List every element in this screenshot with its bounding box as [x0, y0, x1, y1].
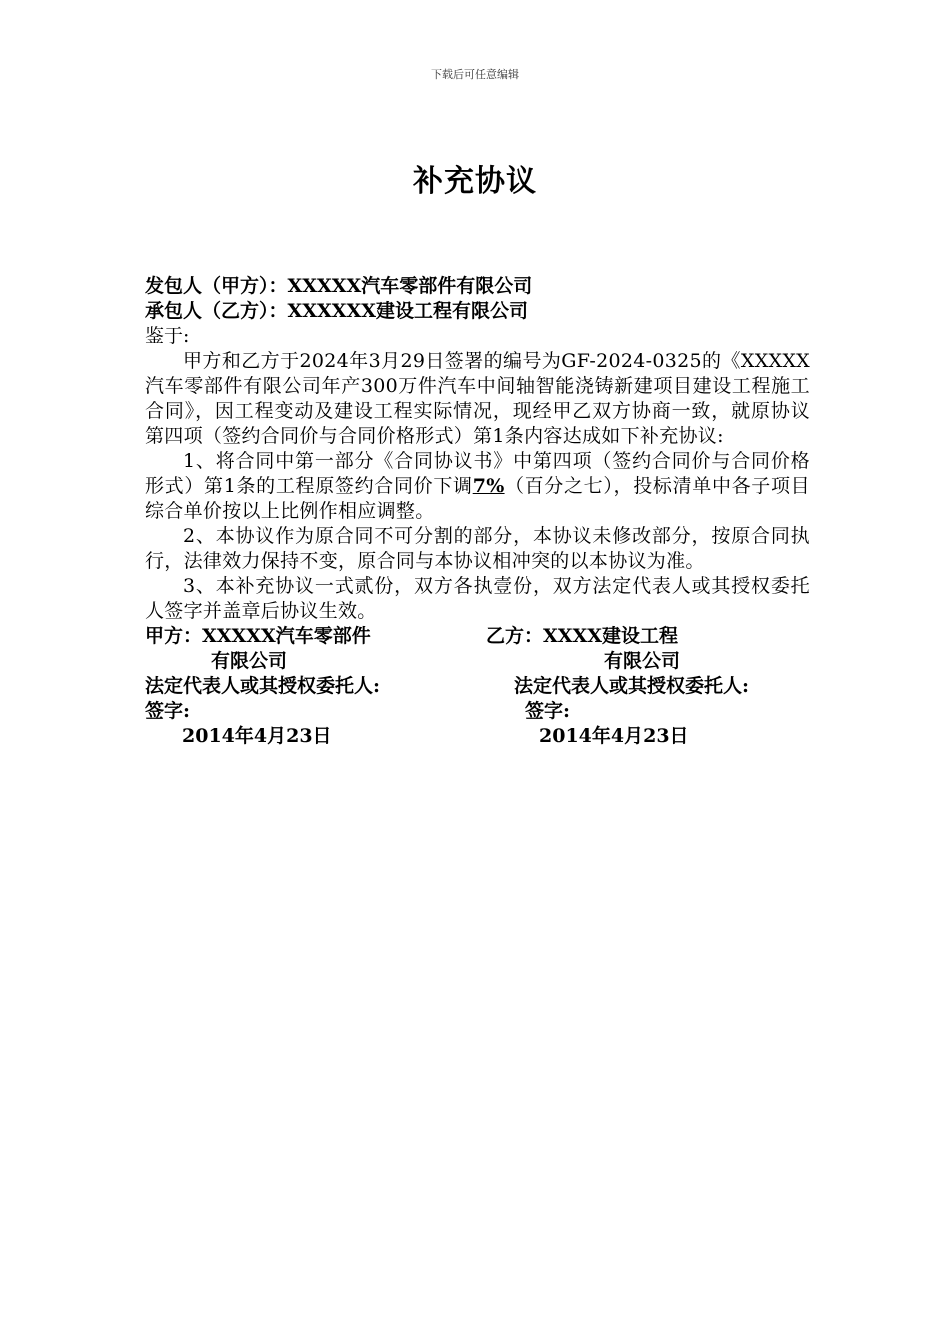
party-b-signature-name-line-2: 有限公司: [604, 650, 681, 672]
clause-3: 3、本补充协议一式贰份，双方各执壹份，双方法定代表人或其授权委托人签字并盖章后协议生效。: [145, 575, 810, 622]
document-title: 补充协议: [413, 164, 537, 199]
clause-1-percentage: 7%: [472, 475, 505, 497]
party-a-representative-label: 法定代表人或其授权委托人:: [145, 675, 381, 697]
clause-2: 2、本协议作为原合同不可分割的部分，本协议未修改部分，按原合同执行，法律效力保持不变，原合同与本协议相冲突的以本协议为准。: [145, 525, 810, 572]
clause-1-text-before: 1、将合同中第一部分《合同协议书》中第四项（签约合同价与合同价格形式）第1条的工程原签约合同价下调: [145, 450, 810, 497]
clause-1: [145, 449, 810, 524]
party-b-line: 承包人（乙方）：XXXXXX建设工程有限公司: [145, 300, 528, 322]
party-b-signature-name-line-1: 乙方：XXXX建设工程: [486, 625, 678, 647]
clause-1-text-after: （百分之七），投标清单中各子项目综合单价按以上比例作相应调整。: [145, 475, 810, 522]
party-a-signature-name-line-2: 有限公司: [211, 650, 288, 672]
party-b-date: 2014年4月23日: [539, 725, 689, 747]
party-b-sign-label: 签字:: [525, 700, 571, 722]
party-a-sign-label: 签字:: [145, 700, 191, 722]
header-note: 下载后可任意编辑: [431, 68, 519, 81]
whereas-label: 鉴于:: [145, 325, 190, 347]
intro-paragraph: 甲方和乙方于2024年3月29日签署的编号为GF-2024-0325的《XXXXX汽车零部件有限公司年产300万件汽车中间轴智能浇铸新建项目建设工程施工合同》，因工程变动及建设工程实际情况，现经甲乙双方协商一致，就原协议第四项（签约合同价与合同价格形式）第1条内容达成如下补充协议:: [145, 350, 810, 447]
document-body: [145, 274, 810, 749]
party-a-line: 发包人（甲方）：XXXXX汽车零部件有限公司: [145, 275, 533, 297]
party-b-representative-label: 法定代表人或其授权委托人:: [514, 675, 750, 697]
party-a-date: 2014年4月23日: [182, 725, 332, 747]
party-a-signature-name-line-1: 甲方：XXXXX汽车零部件: [145, 625, 371, 647]
signature-block: [145, 624, 810, 749]
